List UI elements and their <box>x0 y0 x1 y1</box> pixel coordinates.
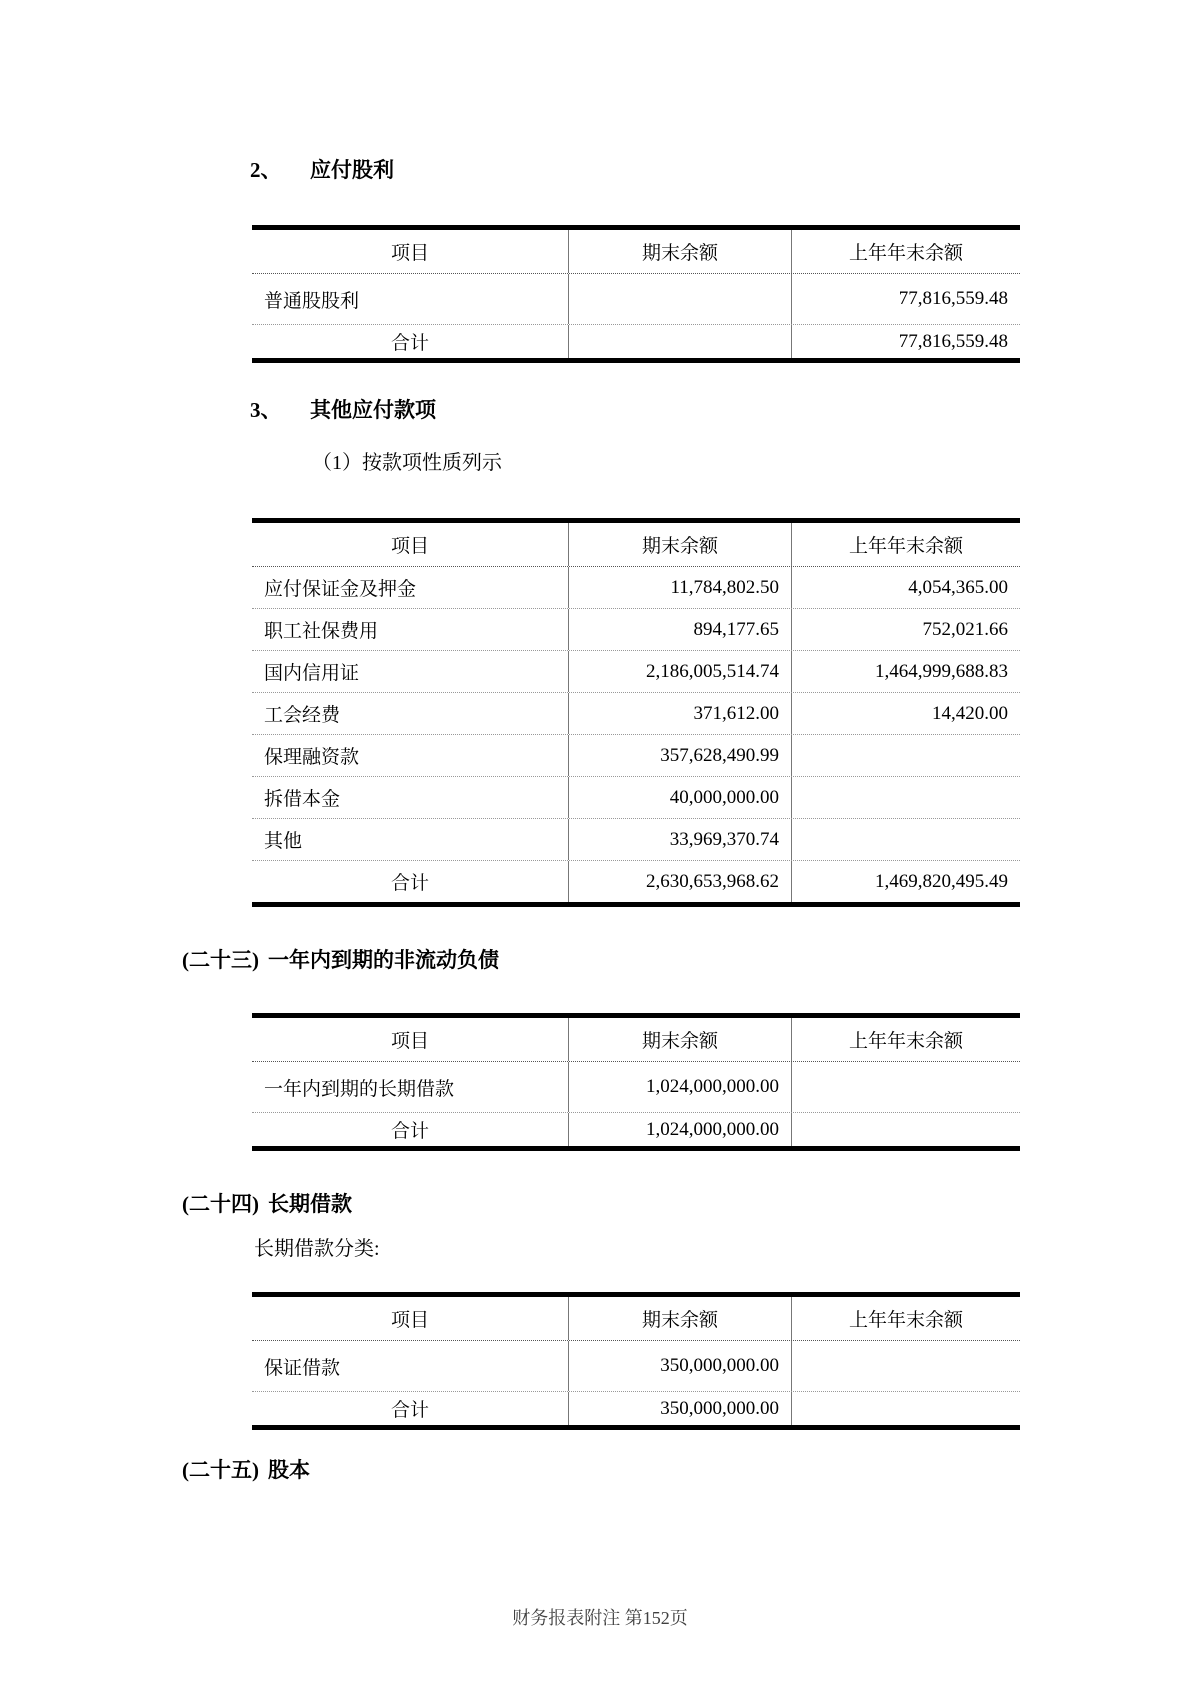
prior-balance-cell <box>791 1062 1020 1112</box>
table-header-row <box>252 1018 1020 1062</box>
prior-balance-cell: 77,816,559.48 <box>791 325 1020 358</box>
ending-balance-cell: 2,186,005,514.74 <box>568 651 791 692</box>
prior-balance-cell: 752,021.66 <box>791 609 1020 650</box>
header-item: 项目 <box>390 536 429 557</box>
table-total-row <box>252 1392 1020 1425</box>
section-2-heading <box>250 158 394 182</box>
item-cell: 合计 <box>390 1400 429 1421</box>
section-3-heading <box>250 398 436 422</box>
long-term-borrowings-table <box>252 1292 1020 1430</box>
section-title: 股本 <box>268 1458 310 1482</box>
header-prior-balance: 上年年末余额 <box>791 523 1020 566</box>
table-header-row <box>252 230 1020 274</box>
prior-balance-cell <box>791 1113 1020 1146</box>
section-23-heading <box>182 948 499 972</box>
prior-balance-cell: 77,816,559.48 <box>791 274 1020 324</box>
header-ending-balance: 期末余额 <box>568 230 791 273</box>
item-cell: 其他 <box>264 831 303 852</box>
section-number: (二十五) <box>182 1458 259 1482</box>
section-24-subtitle: 长期借款分类: <box>254 1238 380 1260</box>
header-item: 项目 <box>390 1310 429 1331</box>
ending-balance-cell <box>568 325 791 358</box>
header-prior-balance: 上年年末余额 <box>791 230 1020 273</box>
ending-balance-cell: 40,000,000.00 <box>568 777 791 818</box>
header-prior-balance: 上年年末余额 <box>791 1297 1020 1340</box>
header-ending-balance: 期末余额 <box>568 1018 791 1061</box>
header-ending-balance: 期末余额 <box>568 523 791 566</box>
header-ending-balance: 期末余额 <box>568 1297 791 1340</box>
table-row <box>252 274 1020 325</box>
item-cell: 保理融资款 <box>264 747 360 768</box>
prior-balance-cell: 1,469,820,495.49 <box>791 861 1020 902</box>
prior-balance-cell: 4,054,365.00 <box>791 567 1020 608</box>
item-cell: 合计 <box>390 333 429 354</box>
item-cell: 拆借本金 <box>264 789 341 810</box>
header-item: 项目 <box>390 1031 429 1052</box>
section-title: 长期借款 <box>268 1192 352 1216</box>
section-3-subtitle: （1）按款项性质列示 <box>312 452 502 474</box>
section-number: 2、 <box>250 158 282 182</box>
table-row <box>252 609 1020 651</box>
section-number: (二十四) <box>182 1192 259 1216</box>
item-cell: 保证借款 <box>264 1357 341 1379</box>
prior-balance-cell <box>791 819 1020 860</box>
ending-balance-cell: 894,177.65 <box>568 609 791 650</box>
item-cell: 合计 <box>390 873 429 894</box>
section-number: 3、 <box>250 398 282 422</box>
table-row <box>252 735 1020 777</box>
table-row <box>252 567 1020 609</box>
item-cell: 应付保证金及押金 <box>264 579 417 600</box>
table-total-row <box>252 1113 1020 1146</box>
ending-balance-cell: 1,024,000,000.00 <box>568 1062 791 1112</box>
ending-balance-cell: 2,630,653,968.62 <box>568 861 791 902</box>
prior-balance-cell <box>791 777 1020 818</box>
item-cell: 工会经费 <box>264 705 341 726</box>
table-row <box>252 777 1020 819</box>
dividends-payable-table <box>252 225 1020 363</box>
table-header-row <box>252 523 1020 567</box>
prior-balance-cell <box>791 1392 1020 1425</box>
ending-balance-cell: 350,000,000.00 <box>568 1392 791 1425</box>
item-cell: 合计 <box>390 1121 429 1142</box>
ending-balance-cell: 371,612.00 <box>568 693 791 734</box>
section-25-heading <box>182 1458 310 1482</box>
section-24-heading <box>182 1192 352 1216</box>
section-title: 一年内到期的非流动负债 <box>268 948 499 972</box>
ending-balance-cell: 357,628,490.99 <box>568 735 791 776</box>
ending-balance-cell: 1,024,000,000.00 <box>568 1113 791 1146</box>
prior-balance-cell <box>791 735 1020 776</box>
section-number: (二十三) <box>182 948 259 972</box>
other-payables-table <box>252 518 1020 907</box>
section-title: 应付股利 <box>310 158 394 182</box>
table-row <box>252 651 1020 693</box>
page-footer: 财务报表附注 第152页 <box>512 1608 688 1628</box>
prior-balance-cell: 1,464,999,688.83 <box>791 651 1020 692</box>
table-header-row <box>252 1297 1020 1341</box>
prior-balance-cell: 14,420.00 <box>791 693 1020 734</box>
item-cell: 职工社保费用 <box>264 621 379 642</box>
table-total-row <box>252 861 1020 902</box>
section-title: 其他应付款项 <box>310 398 436 422</box>
table-row <box>252 819 1020 861</box>
table-total-row <box>252 325 1020 358</box>
table-row <box>252 1062 1020 1113</box>
header-item: 项目 <box>390 243 429 264</box>
table-row <box>252 1341 1020 1392</box>
ending-balance-cell: 11,784,802.50 <box>568 567 791 608</box>
noncurrent-liabilities-due-table <box>252 1013 1020 1151</box>
item-cell: 国内信用证 <box>264 663 360 684</box>
prior-balance-cell <box>791 1341 1020 1391</box>
item-cell: 普通股股利 <box>264 290 360 312</box>
ending-balance-cell <box>568 274 791 324</box>
header-prior-balance: 上年年末余额 <box>791 1018 1020 1061</box>
table-row <box>252 693 1020 735</box>
ending-balance-cell: 33,969,370.74 <box>568 819 791 860</box>
ending-balance-cell: 350,000,000.00 <box>568 1341 791 1391</box>
item-cell: 一年内到期的长期借款 <box>264 1078 455 1100</box>
